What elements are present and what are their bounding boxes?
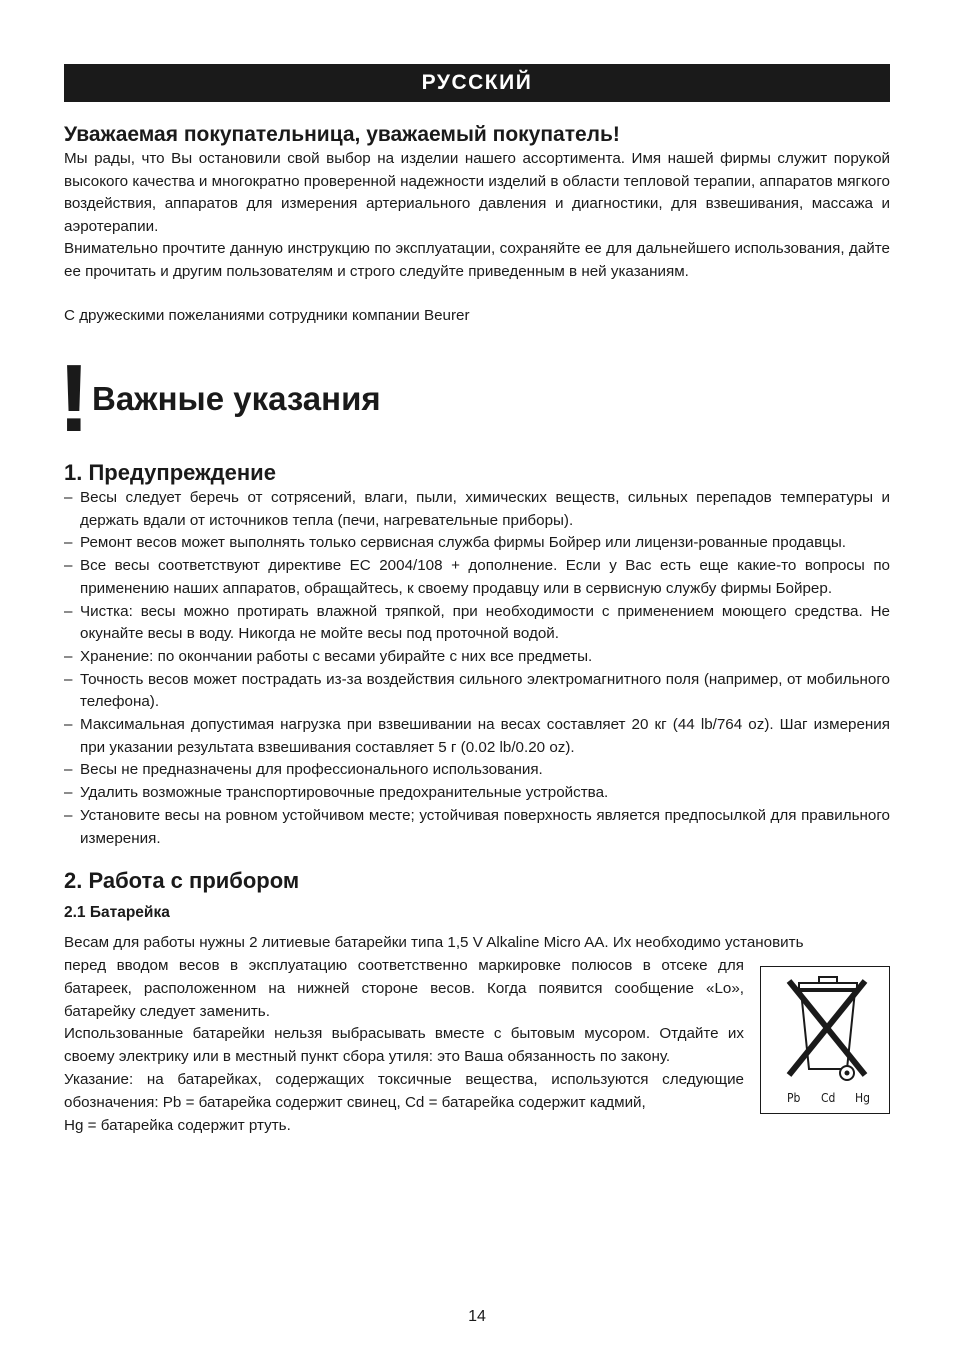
list-item: – Установите весы на ровном устойчивом месте; устойчивая поверхность является предпосылкой для правильного измерения.	[64, 806, 890, 847]
list-item: – Чистка: весы можно протирать влажной тряпкой, при необходимости с применением моющего средства. Не окунайте весы в воду. Никогда не мойте весы под проточной водой.	[64, 602, 890, 643]
list-item: – Максимальная допустимая нагрузка при взвешивании на весах составляет 20 кг (44 lb/764 oz). Шаг измерения при указании результата взвешивания составляет 5 г (0.02 lb/0.20 oz).	[64, 716, 890, 756]
exclamation-icon: !	[58, 345, 90, 452]
list-item: – Ремонт весов может выполнять только сервисная служба фирмы Бойрер или лицензи-рованные продавцы.	[64, 534, 847, 552]
battery-paragraph-4: Hg = батарейка содержит ртуть.	[64, 1116, 291, 1134]
greeting-paragraph-2: Внимательно прочтите данную инструкцию по эксплуатации, сохраняйте ее для дальнейшего использования, дайте ее прочитать и другим пользователям и строго следуйте приведенным в ней указаниям.	[64, 240, 890, 280]
greeting-paragraph-1: Мы рады, что Вы остановили свой выбор на изделии нашего ассортимента. Имя нашей фирмы служит порукой высокого качества и многократно проверенной надежности изделий в области тепловой терапии, аппаратов мягкого воздействия, аппаратов для измерения артериального давления и диагностики, для взвешивания, массажа и аэротерапии.	[64, 150, 890, 235]
lead-label: Pb	[787, 1091, 801, 1106]
crossed-bin-icon	[760, 966, 890, 1114]
important-notes-title: Важные указания	[92, 380, 381, 417]
section-2-title: 2. Работа с прибором	[64, 868, 300, 894]
mercury-label: Hg	[855, 1091, 870, 1106]
page-number: 14	[468, 1308, 486, 1325]
battery-paragraph-3: Указание: на батарейках, содержащих токсичные вещества, используются следующие обозначения: Pb = батарейка содержит свинец, Cd = батарейка содержит кадмий,	[64, 1071, 744, 1111]
page-content	[58, 122, 890, 1137]
list-item: – Точность весов может пострадать из-за воздействия сильного электромагнитного поля (например, от мобильного телефона).	[64, 670, 890, 711]
battery-section	[64, 932, 890, 1137]
battery-paragraph-2: Использованные батарейки нельзя выбрасывать вместе с бытовым мусором. Отдайте их своему электрику или в местный пункт сбора утиля: это Ваша обязанность по закону.	[64, 1025, 744, 1066]
section-1-title: 1. Предупреждение	[64, 460, 276, 485]
list-item: – Удалить возможные транспортировочные предохранительные устройства.	[64, 784, 609, 802]
language-label: РУССКИЙ	[421, 71, 533, 94]
warning-list	[64, 487, 890, 850]
battery-line-2: перед вводом весов в эксплуатацию соответственно маркировке полюсов в отсеке для батареек, расположенном на нижней стороне весов. Когда появится сообщение «Lo», батарейку следует заменить.	[64, 957, 744, 1020]
list-item: – Весы следует беречь от сотрясений, влаги, пыли, химических веществ, сильных перепадов температуры и держать вдали от источников тепла (печи, нагревательные приборы).	[64, 489, 890, 529]
greeting-title: Уважаемая покупательница, уважаемый покупатель!	[64, 123, 620, 146]
cadmium-label: Cd	[821, 1091, 836, 1106]
important-notes-heading	[58, 345, 890, 452]
battery-line-1: Весам для работы нужны 2 литиевые батарейки типа 1,5 V Alkaline Micro AA. Их необходимо установить	[64, 934, 804, 952]
subsection-battery-title: 2.1 Батарейка	[64, 904, 170, 922]
list-item: – Все весы соответствуют директиве ЕС 2004/108 + дополнение. Если у Вас есть еще какие-то вопросы по применению наших аппаратов, обращайтесь, к своему продавцу или в сервисную службу фирмы Бойрер.	[64, 557, 890, 597]
list-item: – Хранение: по окончании работы с весами убирайте с них все предметы.	[64, 647, 593, 665]
list-item: – Весы не предназначены для профессионального использования.	[64, 761, 543, 779]
language-header-bar	[64, 64, 890, 102]
greeting-closing: С дружескими пожеланиями сотрудники компании Beurer	[64, 307, 470, 324]
